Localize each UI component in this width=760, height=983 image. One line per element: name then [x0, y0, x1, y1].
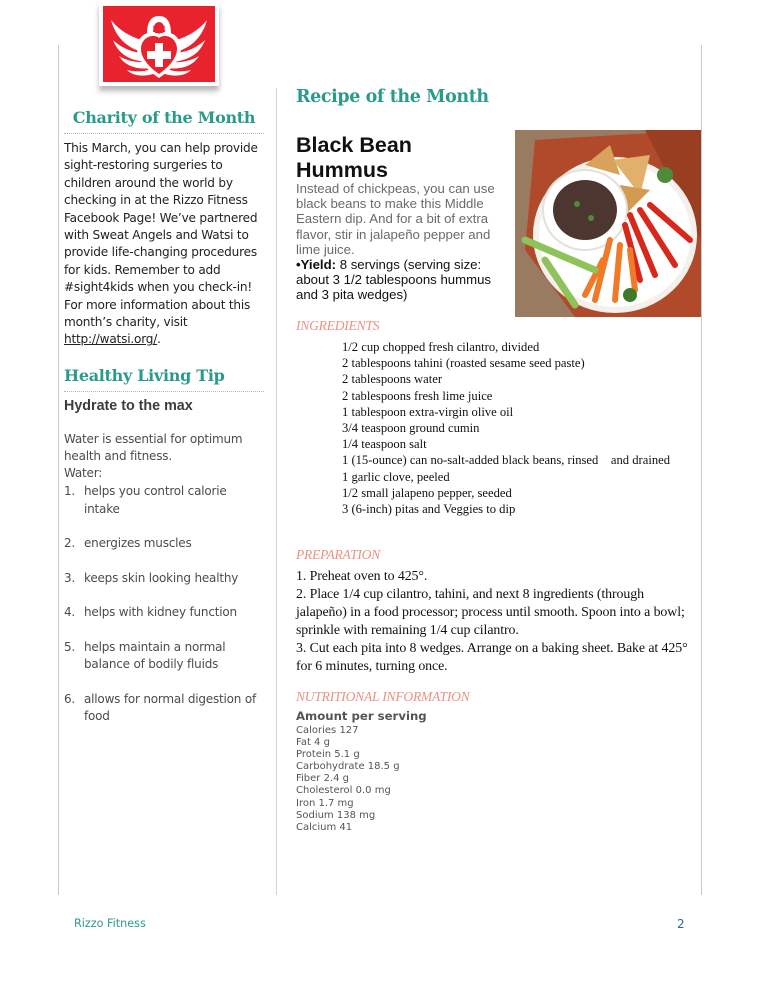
charity-heading: Charity of the Month: [72, 108, 256, 127]
item-number: 3.: [64, 570, 76, 585]
sidebar: [64, 108, 264, 743]
preparation-step: 3. Cut each pita into 8 wedges. Arrange on a baking sheet. Bake at 425° for 6 minutes, turning once.: [296, 641, 688, 674]
recipe-title: [296, 133, 496, 183]
tip-intro-text: Water is essential for optimum health and fitness.: [64, 431, 243, 464]
nutrition-item: Cholesterol 0.0 mg: [296, 785, 391, 797]
logo: [99, 2, 219, 86]
left-column-border: [58, 45, 59, 895]
recipe-title-line1: Black Bean: [296, 133, 412, 157]
nutrition-item: Calcium 41: [296, 821, 353, 833]
nutrition-item: Protein 5.1 g: [296, 749, 360, 761]
healthy-tip-section: [64, 366, 264, 725]
preparation-label: PREPARATION: [296, 547, 381, 562]
yield-label: •Yield:: [296, 257, 337, 272]
ingredient-item: 1/4 teaspoon salt: [342, 437, 427, 452]
item-number: 6.: [64, 691, 76, 706]
preparation-step: 1. Preheat oven to 425°.: [296, 569, 428, 584]
item-text: keeps skin looking healthy: [84, 570, 239, 585]
recipe-title-line2: Hummus: [296, 158, 388, 182]
list-item: [64, 535, 264, 552]
ingredient-item: 1 tablespoon extra-virgin olive oil: [342, 404, 514, 419]
nutrition-item: Calories 127: [296, 725, 359, 736]
ingredient-item: 1/2 cup chopped fresh cilantro, divided: [342, 340, 540, 354]
dotted-divider: [64, 133, 264, 134]
item-number: 1.: [64, 484, 76, 499]
footer-brand: Rizzo Fitness: [74, 917, 146, 930]
watsi-link[interactable]: http://watsi.org/: [64, 332, 158, 347]
ingredient-item: 1/2 small jalapeno pepper, seeded: [342, 485, 512, 500]
recipe-description: Instead of chickpeas, you can use black beans to make this Middle Eastern dip. And for a bit of extra flavor, stir in jalapeño pepper and lime juice.: [296, 181, 495, 257]
tip-intro: [64, 431, 264, 483]
ingredient-item: 1 garlic clove, peeled: [342, 469, 450, 484]
tip-list-lead: Water:: [64, 466, 103, 481]
item-text: helps maintain a normal balance of bodily fluids: [84, 640, 226, 672]
yield-text: 8 servings (serving size: about 3 1/2 tablespoons hummus and 3 pita wedges): [296, 257, 492, 303]
ingredient-item: 2 tablespoons water: [342, 372, 443, 387]
list-item: [64, 483, 264, 517]
tip-subheading: Hydrate to the max: [64, 397, 193, 414]
page-number: 2: [677, 917, 685, 931]
ingredient-item: 2 tablespoons fresh lime juice: [342, 388, 493, 403]
nutrition-item: Carbohydrate 18.5 g: [296, 761, 400, 773]
tip-heading: Healthy Living Tip: [64, 365, 225, 385]
list-item: [64, 691, 264, 725]
nutrition-item: Fat 4 g: [296, 737, 330, 749]
item-text: energizes muscles: [84, 536, 192, 551]
charity-body: This March, you can help provide sight-restoring surgeries to children around the world by checking in at the Rizzo Fitness Facebook Page! We’ve partnered with Sweat Angels and Watsi to provide life-changing procedures for kids. Remember to add #sight4kids when you check-in! For more information about this month’s charity, visit: [64, 141, 258, 330]
black-bean-hummus-plate-photo: [515, 130, 701, 317]
ingredient-item: 3/4 teaspoon ground cumin: [342, 421, 480, 436]
list-item: [64, 639, 264, 673]
charity-text: [64, 140, 264, 349]
preparation-step: 2. Place 1/4 cup cilantro, tahini, and next 8 ingredients (through jalapeño) in a food processor; process until smooth. Spoon into a bowl; sprinkle with remaining 1/4 cup cilantro.: [296, 587, 685, 638]
column-divider: [276, 88, 277, 895]
ingredient-item: 2 tablespoons tahini (roasted sesame seed paste): [342, 356, 585, 371]
list-item: [64, 570, 264, 587]
ingredients-label: INGREDIENTS: [296, 318, 380, 333]
nutrition-list: [296, 725, 400, 834]
nutrition-item: Sodium 138 mg: [296, 809, 376, 821]
nutrition-label: NUTRITIONAL INFORMATION: [296, 689, 470, 704]
nutrition-item: Fiber 2.4 g: [296, 773, 350, 785]
list-item: [64, 604, 264, 621]
nutrition-subheading: Amount per serving: [296, 709, 427, 723]
charity-text-end: .: [157, 332, 161, 347]
item-number: 5.: [64, 640, 76, 655]
item-text: helps with kidney function: [84, 605, 237, 620]
charity-section: [64, 108, 264, 349]
recipe-section-heading: Recipe of the Month: [296, 87, 489, 107]
dotted-divider: [64, 391, 264, 392]
ingredient-item: 3 (6-inch) pitas and Veggies to dip: [342, 502, 516, 517]
ingredient-item: 1 (15-ounce) can no-salt-added black beans, rinsed and drained: [342, 453, 671, 468]
recipe-yield: [296, 257, 514, 303]
ingredients-list: [296, 339, 696, 517]
right-column-border: [701, 45, 702, 895]
item-number: 4.: [64, 605, 76, 620]
item-number: 2.: [64, 536, 76, 551]
item-text: helps you control calorie intake: [84, 484, 227, 516]
nutrition-item: Iron 1.7 mg: [296, 797, 354, 809]
tip-list: [64, 483, 264, 725]
preparation-steps: [296, 568, 696, 676]
item-text: allows for normal digestion of food: [84, 691, 256, 724]
winged-kettlebell-cross-icon: [103, 6, 215, 82]
